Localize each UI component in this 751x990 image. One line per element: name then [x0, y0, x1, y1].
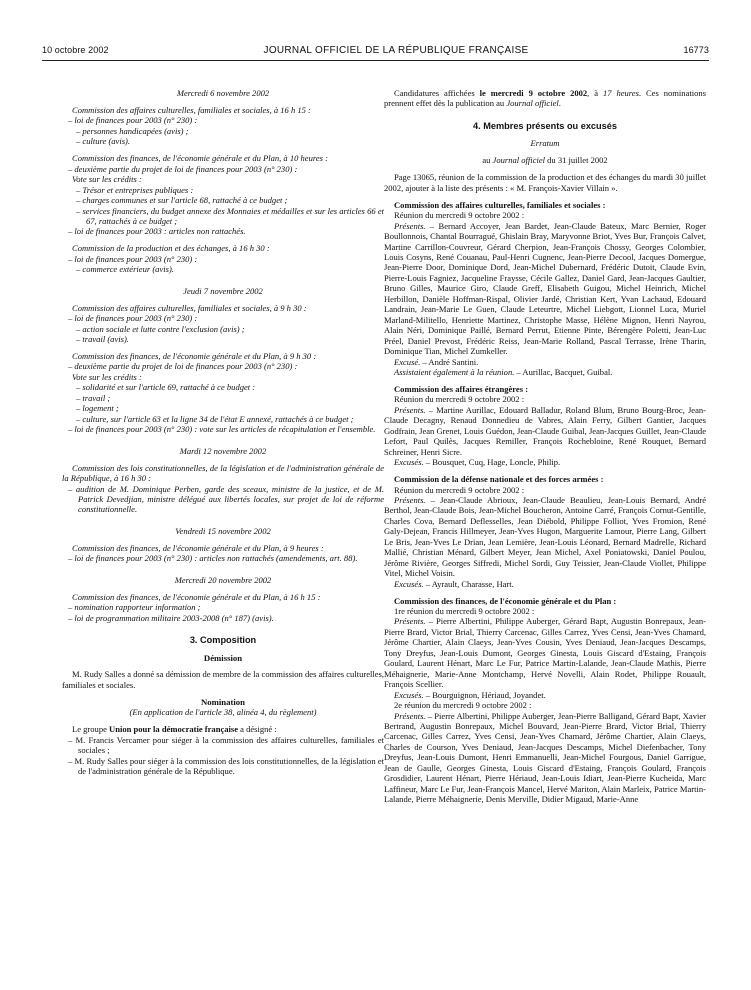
- group-name: Union pour la démocratie française: [109, 724, 239, 735]
- agenda-item: – solidarité et sur l'article 69, rattaché à ce budget :: [76, 382, 256, 393]
- vote-label: Vote sur les crédits :: [72, 174, 142, 185]
- commission-line: Commission des finances, de l'économie générale et du Plan, à 16 h 15 :: [72, 591, 321, 602]
- commission-title: Commission des affaires culturelles, familiales et sociales :: [394, 199, 606, 210]
- header-rule: [42, 60, 709, 61]
- agenda-item: – services financiers, du budget annexe des Monnaies et médailles et sur les articles 66 et 67, rattachés à ce budget ;: [76, 205, 384, 226]
- excused-list: Excusé. – André Santini.: [394, 356, 479, 367]
- erratum-text: Page 13065, réunion de la commission de la production et des échanges du mardi 30 juillet 2002, ajouter à la liste des présents : « M. François-Xavier Villain ».: [384, 172, 706, 193]
- present-list: Présents. – Pierre Albertini, Philippe Auberger, Gérard Bapt, Augustin Bonrepaux, Jean-Pierre Brard, Victor Brial, Thierry Carcenac, Gilles Carrez, Yves Censi, Jean-Yves Chamard, Jérôme Chartier, Alain Claeys, Jean-Yves Cousin, Yves Deniaud, Jean-Jacques Descamps, Tony Dreyfus, Jean-Louis Dumont, Georges Ginesta, Louis Giscard d'Estaing, François Goulard, Laurent Hénart, Marc Le Fur, Patrice Martin-Lalande, Jean-Claude Mathis, Pierre Méhaignerie, Marie-Anne Montchamp, Hervé Novelli, Alain Rodet, Philippe Rouault, François Scellier.: [384, 616, 706, 690]
- meeting-line: Réunion du mercredi 9 octobre 2002 :: [394, 394, 525, 405]
- agenda-item: – culture, sur l'article 63 et la ligne 34 de l'état E annexé, rattachés à ce budget ;: [76, 413, 354, 424]
- candidatures-text: Candidatures affichées le mercredi 9 octobre 2002, à 17 heures. Ces nominations prennent effet dès la publication au Journal officiel.: [384, 88, 706, 109]
- date-heading: Mercredi 6 novembre 2002: [176, 88, 270, 98]
- commission-title: Commission des finances, de l'économie générale et du Plan :: [394, 595, 617, 606]
- agenda-item: – logement ;: [76, 403, 119, 414]
- agenda-item: – travail ;: [76, 392, 111, 403]
- agenda-item: – personnes handicapées (avis) ;: [76, 125, 189, 136]
- subheading-nomination: Nomination: [201, 696, 245, 707]
- erratum-heading: Erratum: [530, 138, 560, 149]
- commission-title: Commission des affaires étrangères :: [394, 383, 529, 394]
- nomination-intro: Le groupe Union pour la démocratie française a désigné :: [72, 724, 277, 735]
- header-title: JOURNAL OFFICIEL DE LA RÉPUBLIQUE FRANÇAISE: [263, 44, 529, 56]
- subheading-demission: Démission: [203, 652, 243, 663]
- agenda-item: – deuxième partie du projet de loi de finances pour 2003 (n° 230) :: [68, 163, 298, 174]
- agenda-item: – commerce extérieur (avis).: [76, 264, 174, 275]
- agenda-item: – loi de finances pour 2003 (n° 230) : vote sur les articles de récapitulation et l'ensemble.: [68, 424, 376, 435]
- commission-line: Commission des finances, de l'économie générale et du Plan, à 9 h 30 :: [72, 351, 317, 362]
- nomination-reference: (En application de l'article 38, alinéa 4, du règlement): [129, 707, 317, 718]
- agenda-item: – loi de finances pour 2003 (n° 230) : articles non rattachés (amendements, art. 88).: [68, 553, 358, 564]
- commission-line: Commission des affaires culturelles, familiales et sociales, à 16 h 15 :: [72, 104, 311, 115]
- nomination-item: – M. Francis Vercamer pour siéger à la commission des affaires culturelles, familiales et sociales ;: [68, 734, 384, 756]
- header-page-number: 16773: [683, 45, 709, 55]
- vote-label: Vote sur les crédits :: [72, 371, 142, 382]
- right-column: [384, 88, 706, 805]
- commission-line: Commission des lois constitutionnelles, de la législation et de l'administration générale de la République, à 16 h 30 :: [62, 462, 384, 484]
- agenda-item: – loi de programmation militaire 2003-2008 (n° 187) (avis).: [68, 612, 274, 623]
- present-list: Présents. – Jean-Claude Abrioux, Jean-Claude Beaulieu, Jean-Louis Bernard, André Berthol, Jean-Claude Bois, Jean-Michel Boucheron, Antoine Carré, François Cornut-Gentille, Charles Cova, Bernard Deflesselles, Jean Diébold, Philippe Folliot, Yves Fromion, René Galy-Dejean, Francis Hillmeyer, Jean-Yves Hugon, Marguerite Lamour, Pierre Lang, Gilbert Le Bris, Jean-Yves Le Drian, Jean Lemière, Jean-Louis Léonard, Bernard Madrelle, Richard Mallié, Christian Ménard, Gilbert Meyer, Jean Michel, Axel Poniatowski, Daniel Poulou, Jérôme Rivière, Georges Siffredi, Michel Sordi, Guy Teissier, Jean-Claude Viollet, Philippe Vitel, Michel Voisin.: [384, 494, 706, 579]
- commission-line: Commission des affaires culturelles, familiales et sociales, à 9 h 30 :: [72, 302, 307, 313]
- agenda-item: – loi de finances pour 2003 (n° 230) :: [68, 253, 198, 264]
- commission-line: Commission des finances, de l'économie générale et du Plan, à 10 heures :: [72, 153, 328, 164]
- date-heading: Mardi 12 novembre 2002: [179, 445, 267, 456]
- section-heading-composition: 3. Composition: [189, 635, 257, 646]
- date-heading: Jeudi 7 novembre 2002: [183, 285, 263, 296]
- page-header: [42, 42, 709, 58]
- agenda-item: – travail (avis).: [76, 334, 129, 345]
- demission-text: M. Rudy Salles a donné sa démission de membre de la commission des affaires culturelles, familiales et sociales.: [62, 669, 384, 690]
- agenda-item: – charges communes et sur l'article 68, rattaché à ce budget ;: [76, 195, 288, 206]
- excused-list: Excusés. – Bousquet, Cuq, Hage, Loncle, Philip.: [394, 457, 561, 468]
- commission-line: Commission des finances, de l'économie générale et du Plan, à 9 heures :: [72, 542, 324, 553]
- excused-list: Excusés. – Bourguignon, Hériaud, Joyandet.: [394, 689, 546, 700]
- agenda-item: – loi de finances pour 2003 : articles non rattachés.: [68, 226, 246, 237]
- left-column: [62, 88, 384, 777]
- meeting-line: 2e réunion du mercredi 9 octobre 2002 :: [394, 700, 532, 711]
- meeting-line: 1re réunion du mercredi 9 octobre 2002 :: [394, 605, 535, 616]
- header-date: 10 octobre 2002: [42, 45, 109, 55]
- commission-title: Commission de la défense nationale et des forces armées :: [394, 474, 604, 485]
- excused-list: Excusés. – Ayrault, Charasse, Hart.: [394, 578, 514, 589]
- agenda-item: – deuxième partie du projet de loi de finances pour 2003 (n° 230) :: [68, 361, 298, 372]
- agenda-item: – nomination rapporteur information ;: [68, 602, 201, 613]
- date-heading: Mercredi 20 novembre 2002: [174, 574, 272, 585]
- section-heading-membres: 4. Membres présents ou excusés: [472, 120, 617, 131]
- present-list: Présents. – Bernard Accoyer, Jean Bardet, Jean-Claude Bateux, Marc Bernier, Roger Boullonnois, Chantal Bourragué, Ghislain Bray, Maryvonne Briot, Yves Bur, François Calvet, Martine Carrillon-Couvreur, Gérard Cherpion, Jean-François Chossy, Georges Colombier, Louis Cosyns, René Couanau, Paul-Henri Cugnenc, Jean-Pierre Decool, Jacques Domergue, Jean-Pierre Door, Dominique Dord, Jean-Michel Dubernard, Frédéric Dutoit, Claude Evin, Pierre-Louis Fagniez, Jacqueline Fraysse, Cécile Gallez, Daniel Gard, Jean-Jacques Gaultier, Bruno Gilles, Maurice Giro, Claude Greff, Elisabeth Guigou, Michel Heinrich, Michel Herbillon, Danièle Hoffman-Rispal, Olivier Jardé, Christian Kert, Yvan Lachaud, Edouard Landrain, Jean-Marie Le Guen, Claude Leteurtre, Michel Liebgott, Lionnel Luca, Muriel Marland-Militello, Henriette Martinez, Christophe Masse, Hélène Mignon, Henri Nayrou, Alain Néri, Dominique Paillé, Bernard Perrut, Etienne Pinte, Bérengère Poletti, Jean-Luc Préel, Daniel Prevost, Frédéric Reiss, Jean-Marie Rolland, Pascal Terrasse, Irène Tharin, Dominique Tian, Michel Zumkeller.: [384, 220, 706, 357]
- agenda-item: – audition de M. Dominique Perben, garde des sceaux, ministre de la justice, et de M. Patrick Devedjian, ministre délégué aux libertés locales, sur projet de loi de réforme constitutionnelle.: [68, 483, 384, 515]
- agenda-item: – loi de finances pour 2003 (n° 230) :: [68, 115, 198, 126]
- present-list: Présents. – Martine Aurillac, Edouard Balladur, Roland Blum, Bruno Bourg-Broc, Jean-Claude Decagny, Renaud Donnedieu de Vabres, Alain Ferry, Gilbert Gantier, Jacques Godfrain, Jean Grenet, Louis Guédon, Jean-Claude Guibal, Jean-Jacques Guillet, Jean-Claude Lefort, Paul Quilès, Jacques Remiller, François Rochebloine, René Rouquet, Bernard Schreiner, Henri Sicre.: [384, 404, 706, 457]
- agenda-item: – action sociale et lutte contre l'exclusion (avis) ;: [76, 323, 245, 334]
- agenda-item: – loi de finances pour 2003 (n° 230) :: [68, 313, 198, 324]
- agenda-item: – culture (avis).: [76, 136, 131, 147]
- commission-line: Commission de la production et des échanges, à 16 h 30 :: [72, 243, 270, 254]
- erratum-reference: au Journal officiel du 31 juillet 2002: [482, 155, 608, 166]
- nomination-item: – M. Rudy Salles pour siéger à la commission des lois constitutionnelles, de la législation et de l'administration générale de la République.: [68, 755, 384, 777]
- meeting-line: Réunion du mercredi 9 octobre 2002 :: [394, 210, 525, 221]
- agenda-item: – Trésor et entreprises publiques :: [76, 184, 194, 195]
- meeting-line: Réunion du mercredi 9 octobre 2002 :: [394, 484, 525, 495]
- present-list: Présents. – Pierre Albertini, Philippe Auberger, Jean-Pierre Balligand, Gérard Bapt, Xavier Bertrand, Augustin Bonrepaux, Michel Bouvard, Jean-Pierre Brard, Victor Brial, Thierry Carcenac, Gilles Carrez, Yves Censi, Jean-Yves Chamard, Jérôme Chartier, Alain Claeys, Charles de Courson, Yves Deniaud, Jean-Jacques Descamps, Michel Diefenbacher, Tony Dreyfus, Jean-Louis Dumont, Henri Emmanuelli, Jean-Michel Fourgous, Daniel Garrigue, Jean de Gaulle, Georges Ginesta, Louis Giscard d'Estaing, François Goulard, François Grosdidier, Laurent Hénart, Pierre Hériaud, Jean-Louis Idiart, Jean-Pierre Kucheida, Marc Laffineur, Marc Le Fur, Jean-François Mancel, Hervé Mariton, Alain Marleix, Patrice Martin-Lalande, Pierre Méhaignerie, Denis Merville, Didier Migaud, Marie-Anne: [384, 710, 706, 805]
- assist-list: Assistaient également à la réunion. – Aurillac, Bacquet, Guibal.: [394, 366, 613, 377]
- date-heading: Vendredi 15 novembre 2002: [175, 525, 271, 536]
